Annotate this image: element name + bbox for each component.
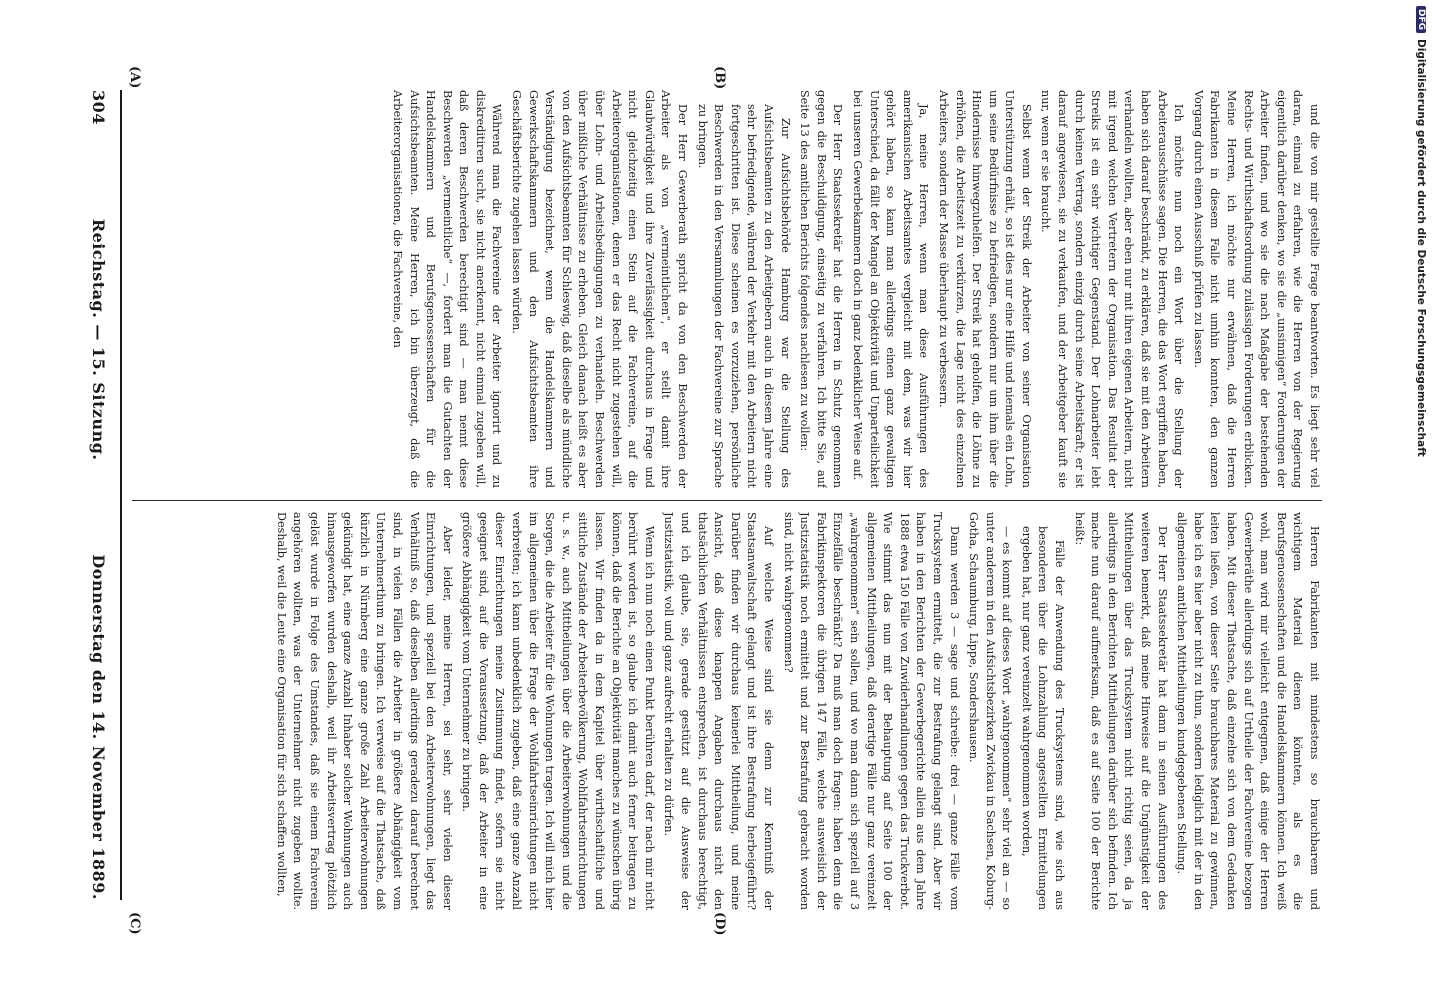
page-number: 304 [89,90,109,125]
header-rule [120,90,122,900]
session-title: Reichstag. — 15. Sitzung. [89,218,109,461]
quote-paragraph: Zur Aufsichtsbehörde Hamburg war die Stellung des Aufsichtsbeamten zu den Arbeitgebern auch in diesem Jahre eine sehr befriedigende, während der Verkehr mit den Arbeitern nicht fortgeschritten ist. Diese scheinen es vorzuziehen, persönliche Beschwerden in den Versammlungen der Fachvereine zur Sprache zu bringen. [695,104,792,488]
digitization-credit [1414,0,1428,1006]
column-divider [132,500,1322,501]
paragraph: Dann werden 3 — sage und schreibe: drei — ganze Fälle vom Trucksystem ermittelt, die zur Bestrafung gelangt sind. Aber wir haben in den Berichten der Gewerbegerichte allein aus dem Jahre 1888 etwa 150 Fälle von Zuwiderhandlungen gegen das Truckverbot. Wie stimmt das nun mit der Behauptung auf Seite 100 der allgemeinen Mittheilungen, daß derartige Fälle nur ganz vereinzelt „wahrgenommen“ sein sollen, und wo man dann sich speziell auf 3 Einzelfälle beschränkt? Da muß man doch fragen: haben denn die Fabrikinspektoren die übrigen 147 Fälle, welche ausweislich der Justizstatistik noch ermittelt und zur Bestrafung gebracht worden sind, nicht wahrgenommen? [781,512,961,910]
margin-marker-b: (B) [712,66,727,90]
dfg-logo: DFG [1416,6,1426,33]
text-column-left [132,90,1322,488]
paragraph: — es kommt auf dieses Wort „wahrgenommen“ sehr viel an — so unter anderem in den Aufsichtsbezirken Zwickau in Sachsen, Koburg-Gotha, Schaumburg, Lippe, Sondershausen. [967,512,1014,910]
paragraph: Ja, meine Herren, wenn man diese Ausführungen des amerikanischen Arbeitsamtes vergleicht mit dem, was wir hier gehört haben, so kann man allerdings einen ganz gewaltigen Unterschied, da fällt der Mangel an Objektivität und Unparteilichkeit bei unseren Gewerbekammern doch in ganz bedenklicher Weise auf. [850,90,931,488]
paragraph: Der Herr Staatssekretär hat dann in seinen Ausführungen des weiteren bemerkt, daß meine Hinweise auf die Ungünstigkeit der Mittheilungen über das Trucksystem nicht richtig seien, da ja allerdings in den Berichten Mittheilungen darüber sich befinden. Ich mache nun darauf aufmerksam, daß es auf Seite 100 der Berichte heißt: [1072,512,1169,910]
paragraph: Auf welche Weise sind sie denn zur Kenntniß der Staatsanwaltschaft gelangt und ist ihre Bestrafung herbeigeführt? Darüber finden wir durchaus keinerlei Mittheilung, und meine Ansicht, daß diese knappen Angaben durchaus nicht den thatsächlichen Verhältnissen entsprechen, ist durchaus berechtigt, und ich glaube, sie, gerade gestützt auf die Ausweise der Justizstatistik, voll und ganz aufrecht erhalten zu dürfen. [662,512,775,910]
paragraph: Herren Fabrikanten mit mindestens so brauchbarem und wichtigem Material dienen könnten, als es die Berufsgenossenschaften und die Handelskammern können. Ich weiß wohl, man wird mir vielleicht entgegnen, daß einige der Herren Gewerberäthe allerdings sich auf Urtheile der Fachvereine bezogen haben. Mit dieser Thatsache, daß einzelne sich von dem Gedanken leiten ließen, von dieser Seite brauchbares Material zu gewinnen, habe ich es hier aber nicht zu thun, sondern lediglich mit der in den allgemeinen amtlichen Mittheilungen kundgegebenen Stellung. [1175,512,1321,910]
paragraph: Während man die Fachvereine der Arbeiter ignorirt und zu diskreditiren sucht, sie nicht anerkennt, nicht einmal zugeben will, daß deren Beschwerden berechtigt sind — man nennt diese Beschwerden „vermeintliche“ —, fordert man die Gutachten der Handelskammern und Berufsgenossenschaften für die Aufsichtsbeamten. Meine Herren, ich bin überzeugt, daß die Arbeiterorganisationen, die Fachvereine, den [390,90,504,488]
text-column-right [132,512,1322,910]
margin-marker-c: (C) [127,912,142,935]
paragraph: Aber leider, meine Herren, sei sehr, sehr vielen dieser Einrichtungen, und speziell bei den Arbeiterwohnungen, liegt das Verhältniß so, daß dieselben allerdings geradezu darauf berechnet sind, in vielen Fällen die Arbeiter in größere Abhängigkeit vom Unternehmerthum zu bringen. Ich verweise auf die Thatsache, daß kürzlich in Nürnberg eine ganze große Zahl Arbeiterwohnungen gekündigt hat, eine ganze Anzahl Inhaber solcher Wohnungen auch hinausgeworfen wurden deshalb, weil ihr Arbeitsvertrag plötzlich gelöst wurde in Folge des Umstandes, daß sie einem Fachverein angehören wollten, was der Unternehmer nicht zugeben wollte. Deshalb, weil die Leute eine Organisation für sich schaffen wollten, [274,512,454,910]
quote-paragraph: Fälle der Anwendung des Trucksystems sind, wie sich aus besonderen über die Lohnzahlung angestellten Ermittelungen ergeben hat, nur ganz vereinzelt wahrgenommen worden, [1019,526,1067,910]
paragraph: Wenn ich nun noch einen Punkt berühren darf, der nach mir nicht berührt worden ist, so glaube ich damit auch ferner beitragen zu können, daß die Berichte an Objektivität manches zu wünschen übrig lassen. Wir finden da in dem Kapitel über wirthschaftliche und sittliche Zustände der Arbeiterbevölkerung, Wohlfahrtseinrichtungen u. s. w., auch Mittheilungen über die Arbeiterwohnungen und die Sorgen, die die Arbeiter für die Wohnungen tragen. Ich will mich hier im allgemeinen über die Frage der Wohlfahrtseinrichtungen nicht verbreiten; ich kann unbedenklich zugeben, daß eine ganze Anzahl dieser Einrichtungen meine Zustimmung findet, sofern sie nicht geeignet sind, auf die Voraussetzung, daß der Arbeiter in eine größere Abhängigkeit vom Unternehmer zu bringen. [460,512,656,910]
digitization-credit-text: Digitalisierung gefördert durch die Deutsche Forschungsgemeinschaft [1415,39,1427,457]
paragraph: Der Herr Staatssekretär hat die Herren in Schutz genommen gegen die Beschuldigung, einseitig zu verfahren. Ich bitte Sie, auf Seite 13 des amtlichen Berichts folgendes nachlesen zu wollen: [798,90,845,488]
paragraph: Der Herr Gewerberath spricht da von den Beschwerden der Arbeiter als von „vermeintlichen“, er stellt damit ihre Glaubwürdigkeit und ihre Zuverlässigkeit durchaus in Frage und nicht gleichzeitig einen Stein auf die Fachvereine, auf die Arbeiterorganisationen, denen er das Recht nicht zugestehen will, über Lohn- und Arbeitsbedingungen zu verhandeln. Beschwerden über mißliche Verhältnisse zu erheben. Gleich danach heißt es aber von den Aufsichtsbeamten für Schleswig, daß dieselbe als mündliche Verständigung bezeichnet, wenn die Handelskammern und Gewerkschaftskammern und den Aufsichtsbeamten ihre Geschäftsberichte zugehen lassen würden. [510,90,690,488]
margin-marker-a: (A) [127,66,142,89]
paragraph: Selbst wenn der Streik der Arbeiter von seiner Organisation Unterstützung erhält, so ist dies nur eine Hilfe und niemals ein Lohn, um seine Bedürfnisse zu befriedigen, sondern nur um ihm über die Hindernisse hinwegzuhelfen. Der Streik hat geholfen, die Löhne zu erhöhen, die Arbeitszeit zu verkürzen, die Lage nicht des einzelnen Arbeiters, sondern der Masse überhaupt zu verbessern. [936,90,1033,488]
page-header [86,90,112,900]
paragraph: Ich möchte nun noch ein Wort über die Stellung der Arbeiterausschüsse sagen. Die Herren, die das Wort ergriffen haben, haben sich darauf beschränkt, zu erklären, daß sie mit den Arbeitern verhandeln wollten, aber eben nur mit ihren eigenen Arbeitern, nicht mit irgend welchen Vertretern der Organisation. Das Resultat der Streiks ist ein sehr wichtiger Gegenstand. Der Lohnarbeiter lebt durch keinen Vertrag, sondern einzig durch seine Arbeitskraft; er ist darauf angewiesen, sie zu verkaufen, und der Arbeitgeber kauft sie nur, wenn er sie braucht. [1039,90,1186,488]
session-date: Donnerstag den 14. November 1889. [89,554,109,900]
paragraph: und die von mir gestellte Frage beantworten. Es liegt sehr viel daran, einmal zu erfahren, wie die Herren von der Regierung eigentlich darüber denken, wo sie die „unsinnigen“ Forderungen der Arbeiter finden, und wo sie die nach Maßgabe der bestehenden Rechts- und Wirthschaftsordnung zulässigen Forderungen erblicken. Meine Herren, ich möchte nur erwähnen, daß die Herren Fabrikanten in diesem Falle nicht umhin konnten, den ganzen Vorgang durch einen Ausschuß prüfen zu lassen. [1191,90,1321,488]
margin-marker-d: (D) [712,912,727,936]
